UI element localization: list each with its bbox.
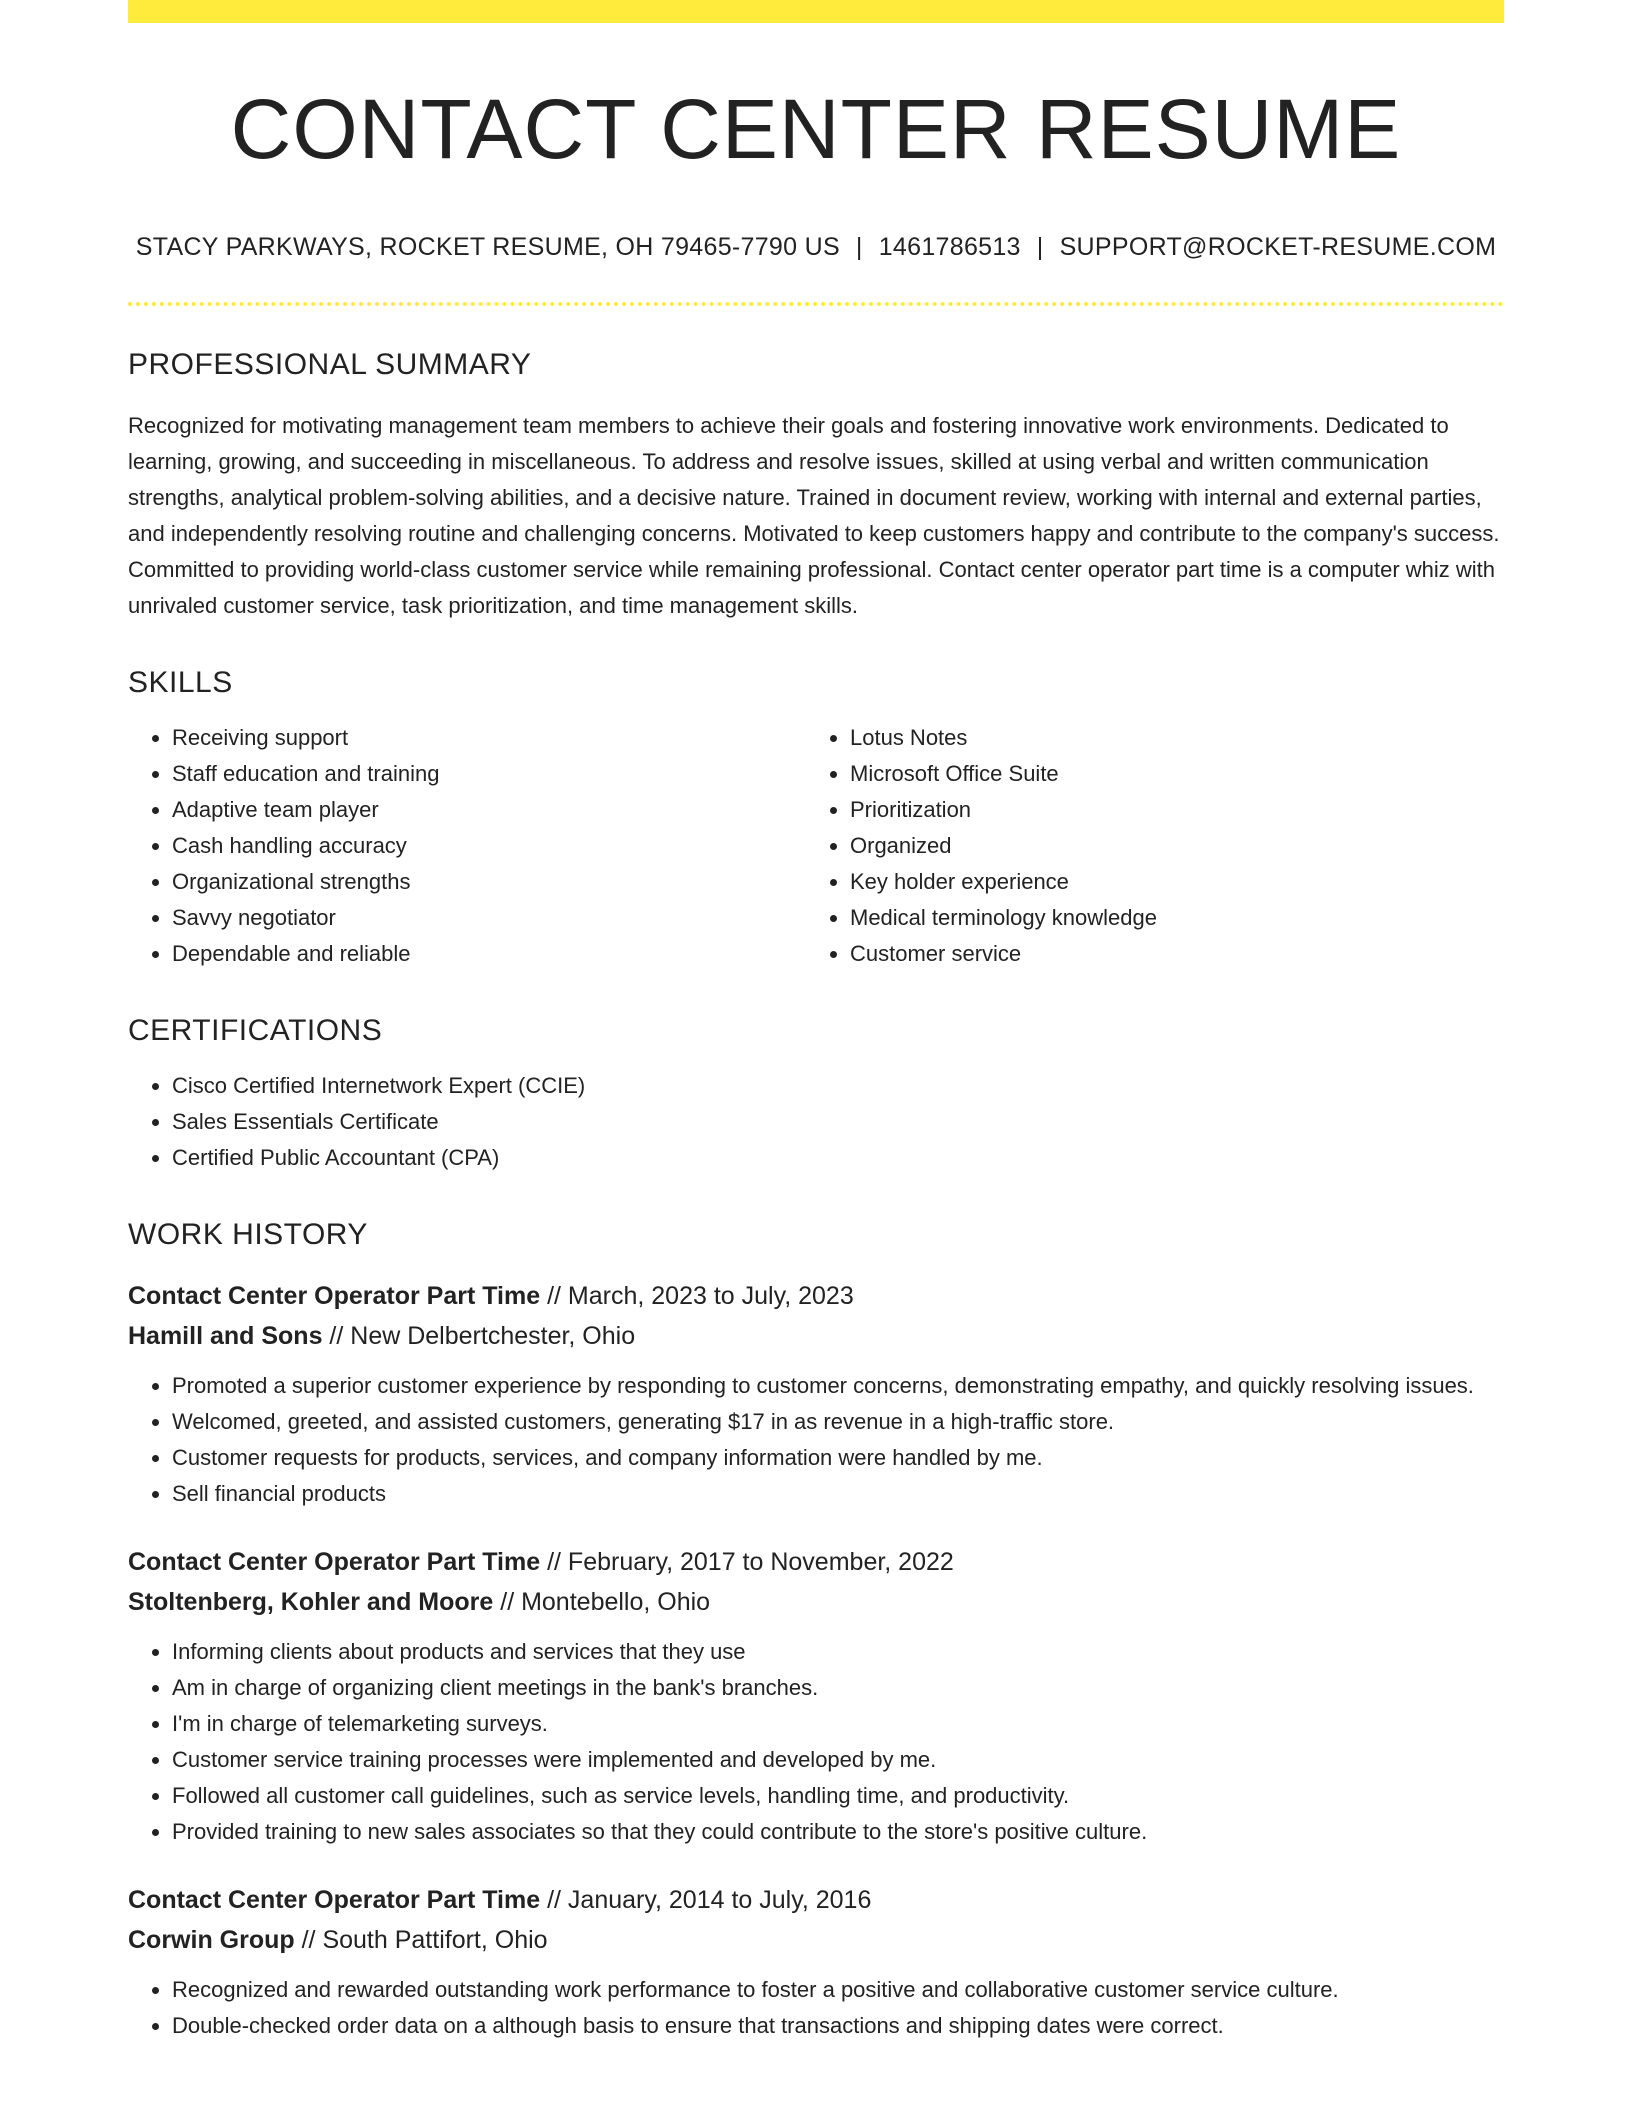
job-title-line	[128, 1276, 1504, 1316]
skills-list-left	[128, 720, 806, 972]
job-bullet: • Sell financial products	[172, 1476, 1504, 1512]
skill-item: • Lotus Notes	[850, 720, 1484, 756]
job-company-line	[128, 1316, 1504, 1356]
job-company-line	[128, 1582, 1504, 1622]
job-title-line	[128, 1880, 1504, 1920]
job-bullet: • Double-checked order data on a although basis to ensure that transactions and shipping dates were correct.	[172, 2008, 1504, 2044]
certification-item: • Sales Essentials Certificate	[172, 1104, 1504, 1140]
job-bullets	[128, 1634, 1504, 1850]
certifications-section	[128, 1014, 1504, 1176]
skill-item: • Adaptive team player	[172, 792, 806, 828]
job-company: Corwin Group	[128, 1926, 295, 1955]
summary-text: Recognized for motivating management team members to achieve their goals and fostering innovative work environments. Dedicated to learning, growing, and succeeding in miscellaneous. To address and resolve issues, skilled at using verbal and written communication strengths, analytical problem-solving abilities, and a decisive nature. Trained in document review, working with internal and external parties, and independently resolving routine and challenging concerns. Motivated to keep customers happy and contribute to the company's success. Committed to providing world-class customer service while remaining professional. Contact center operator part time is a computer whiz with unrivaled customer service, task prioritization, and time management skills.	[128, 413, 1500, 619]
summary-section	[128, 348, 1504, 624]
job-location: // Montebello, Ohio	[493, 1588, 711, 1617]
job-bullet: • I'm in charge of telemarketing surveys.	[172, 1706, 1504, 1742]
contact-separator: |	[855, 233, 863, 262]
skill-item: • Prioritization	[850, 792, 1484, 828]
job-bullet: • Am in charge of organizing client meetings in the bank's branches.	[172, 1670, 1504, 1706]
skill-item: • Organized	[850, 828, 1484, 864]
job-entry	[128, 1880, 1504, 2044]
job-company-line	[128, 1920, 1504, 1960]
certification-item: • Certified Public Accountant (CPA)	[172, 1140, 1504, 1176]
job-dates: // January, 2014 to July, 2016	[540, 1886, 872, 1915]
skill-item: • Customer service	[850, 936, 1484, 972]
skills-list-right	[806, 720, 1484, 972]
job-bullet: • Customer service training processes were implemented and developed by me.	[172, 1742, 1504, 1778]
job-title: Contact Center Operator Part Time	[128, 1282, 541, 1311]
skill-item: • Receiving support	[172, 720, 806, 756]
summary-heading: PROFESSIONAL SUMMARY	[128, 348, 532, 382]
contact-separator: |	[1036, 233, 1044, 262]
job-company: Hamill and Sons	[128, 1322, 323, 1351]
resume-page	[128, 0, 1504, 2044]
skill-item: • Organizational strengths	[172, 864, 806, 900]
skill-item: • Staff education and training	[172, 756, 806, 792]
job-title-line	[128, 1542, 1504, 1582]
job-location: // South Pattifort, Ohio	[294, 1926, 548, 1955]
job-title: Contact Center Operator Part Time	[128, 1548, 541, 1577]
job-bullet: • Informing clients about products and services that they use	[172, 1634, 1504, 1670]
skills-section	[128, 666, 1504, 972]
resume-title: CONTACT CENTER RESUME	[230, 82, 1402, 176]
skill-item: • Medical terminology knowledge	[850, 900, 1484, 936]
skill-item: • Savvy negotiator	[172, 900, 806, 936]
top-accent-bar	[128, 0, 1504, 23]
job-bullet: • Customer requests for products, services, and company information were handled by me.	[172, 1440, 1504, 1476]
job-title: Contact Center Operator Part Time	[128, 1886, 541, 1915]
skill-item: • Cash handling accuracy	[172, 828, 806, 864]
contact-email: SUPPORT@ROCKET-RESUME.COM	[1059, 233, 1497, 262]
skills-grid	[128, 720, 1504, 972]
certifications-list	[128, 1068, 1504, 1176]
certification-item: • Cisco Certified Internetwork Expert (CCIE)	[172, 1068, 1504, 1104]
job-company: Stoltenberg, Kohler and Moore	[128, 1588, 494, 1617]
skill-item: • Key holder experience	[850, 864, 1484, 900]
contact-address: STACY PARKWAYS, ROCKET RESUME, OH 79465-7790 US	[135, 233, 840, 262]
job-dates: // March, 2023 to July, 2023	[540, 1282, 854, 1311]
job-bullet: • Followed all customer call guidelines, such as service levels, handling time, and productivity.	[172, 1778, 1504, 1814]
job-bullet: • Provided training to new sales associates so that they could contribute to the store's positive culture.	[172, 1814, 1504, 1850]
job-bullet: • Welcomed, greeted, and assisted customers, generating $17 in as revenue in a high-traffic store.	[172, 1404, 1504, 1440]
skill-item: • Dependable and reliable	[172, 936, 806, 972]
job-dates: // February, 2017 to November, 2022	[540, 1548, 954, 1577]
job-bullet: • Recognized and rewarded outstanding work performance to foster a positive and collaborative customer service culture.	[172, 1972, 1504, 2008]
dotted-divider	[128, 302, 1504, 306]
contact-line	[128, 233, 1504, 262]
skill-item: • Microsoft Office Suite	[850, 756, 1484, 792]
job-bullets	[128, 1972, 1504, 2044]
work-history-section	[128, 1218, 1504, 2044]
work-history-heading: WORK HISTORY	[128, 1218, 368, 1252]
job-bullets	[128, 1368, 1504, 1512]
job-bullet: • Promoted a superior customer experience by responding to customer concerns, demonstrating empathy, and quickly resolving issues.	[172, 1368, 1504, 1404]
job-entry	[128, 1542, 1504, 1850]
skills-heading: SKILLS	[128, 666, 233, 700]
certifications-heading: CERTIFICATIONS	[128, 1014, 383, 1048]
contact-phone: 1461786513	[878, 233, 1021, 262]
job-entry	[128, 1276, 1504, 1512]
job-location: // New Delbertchester, Ohio	[322, 1322, 636, 1351]
